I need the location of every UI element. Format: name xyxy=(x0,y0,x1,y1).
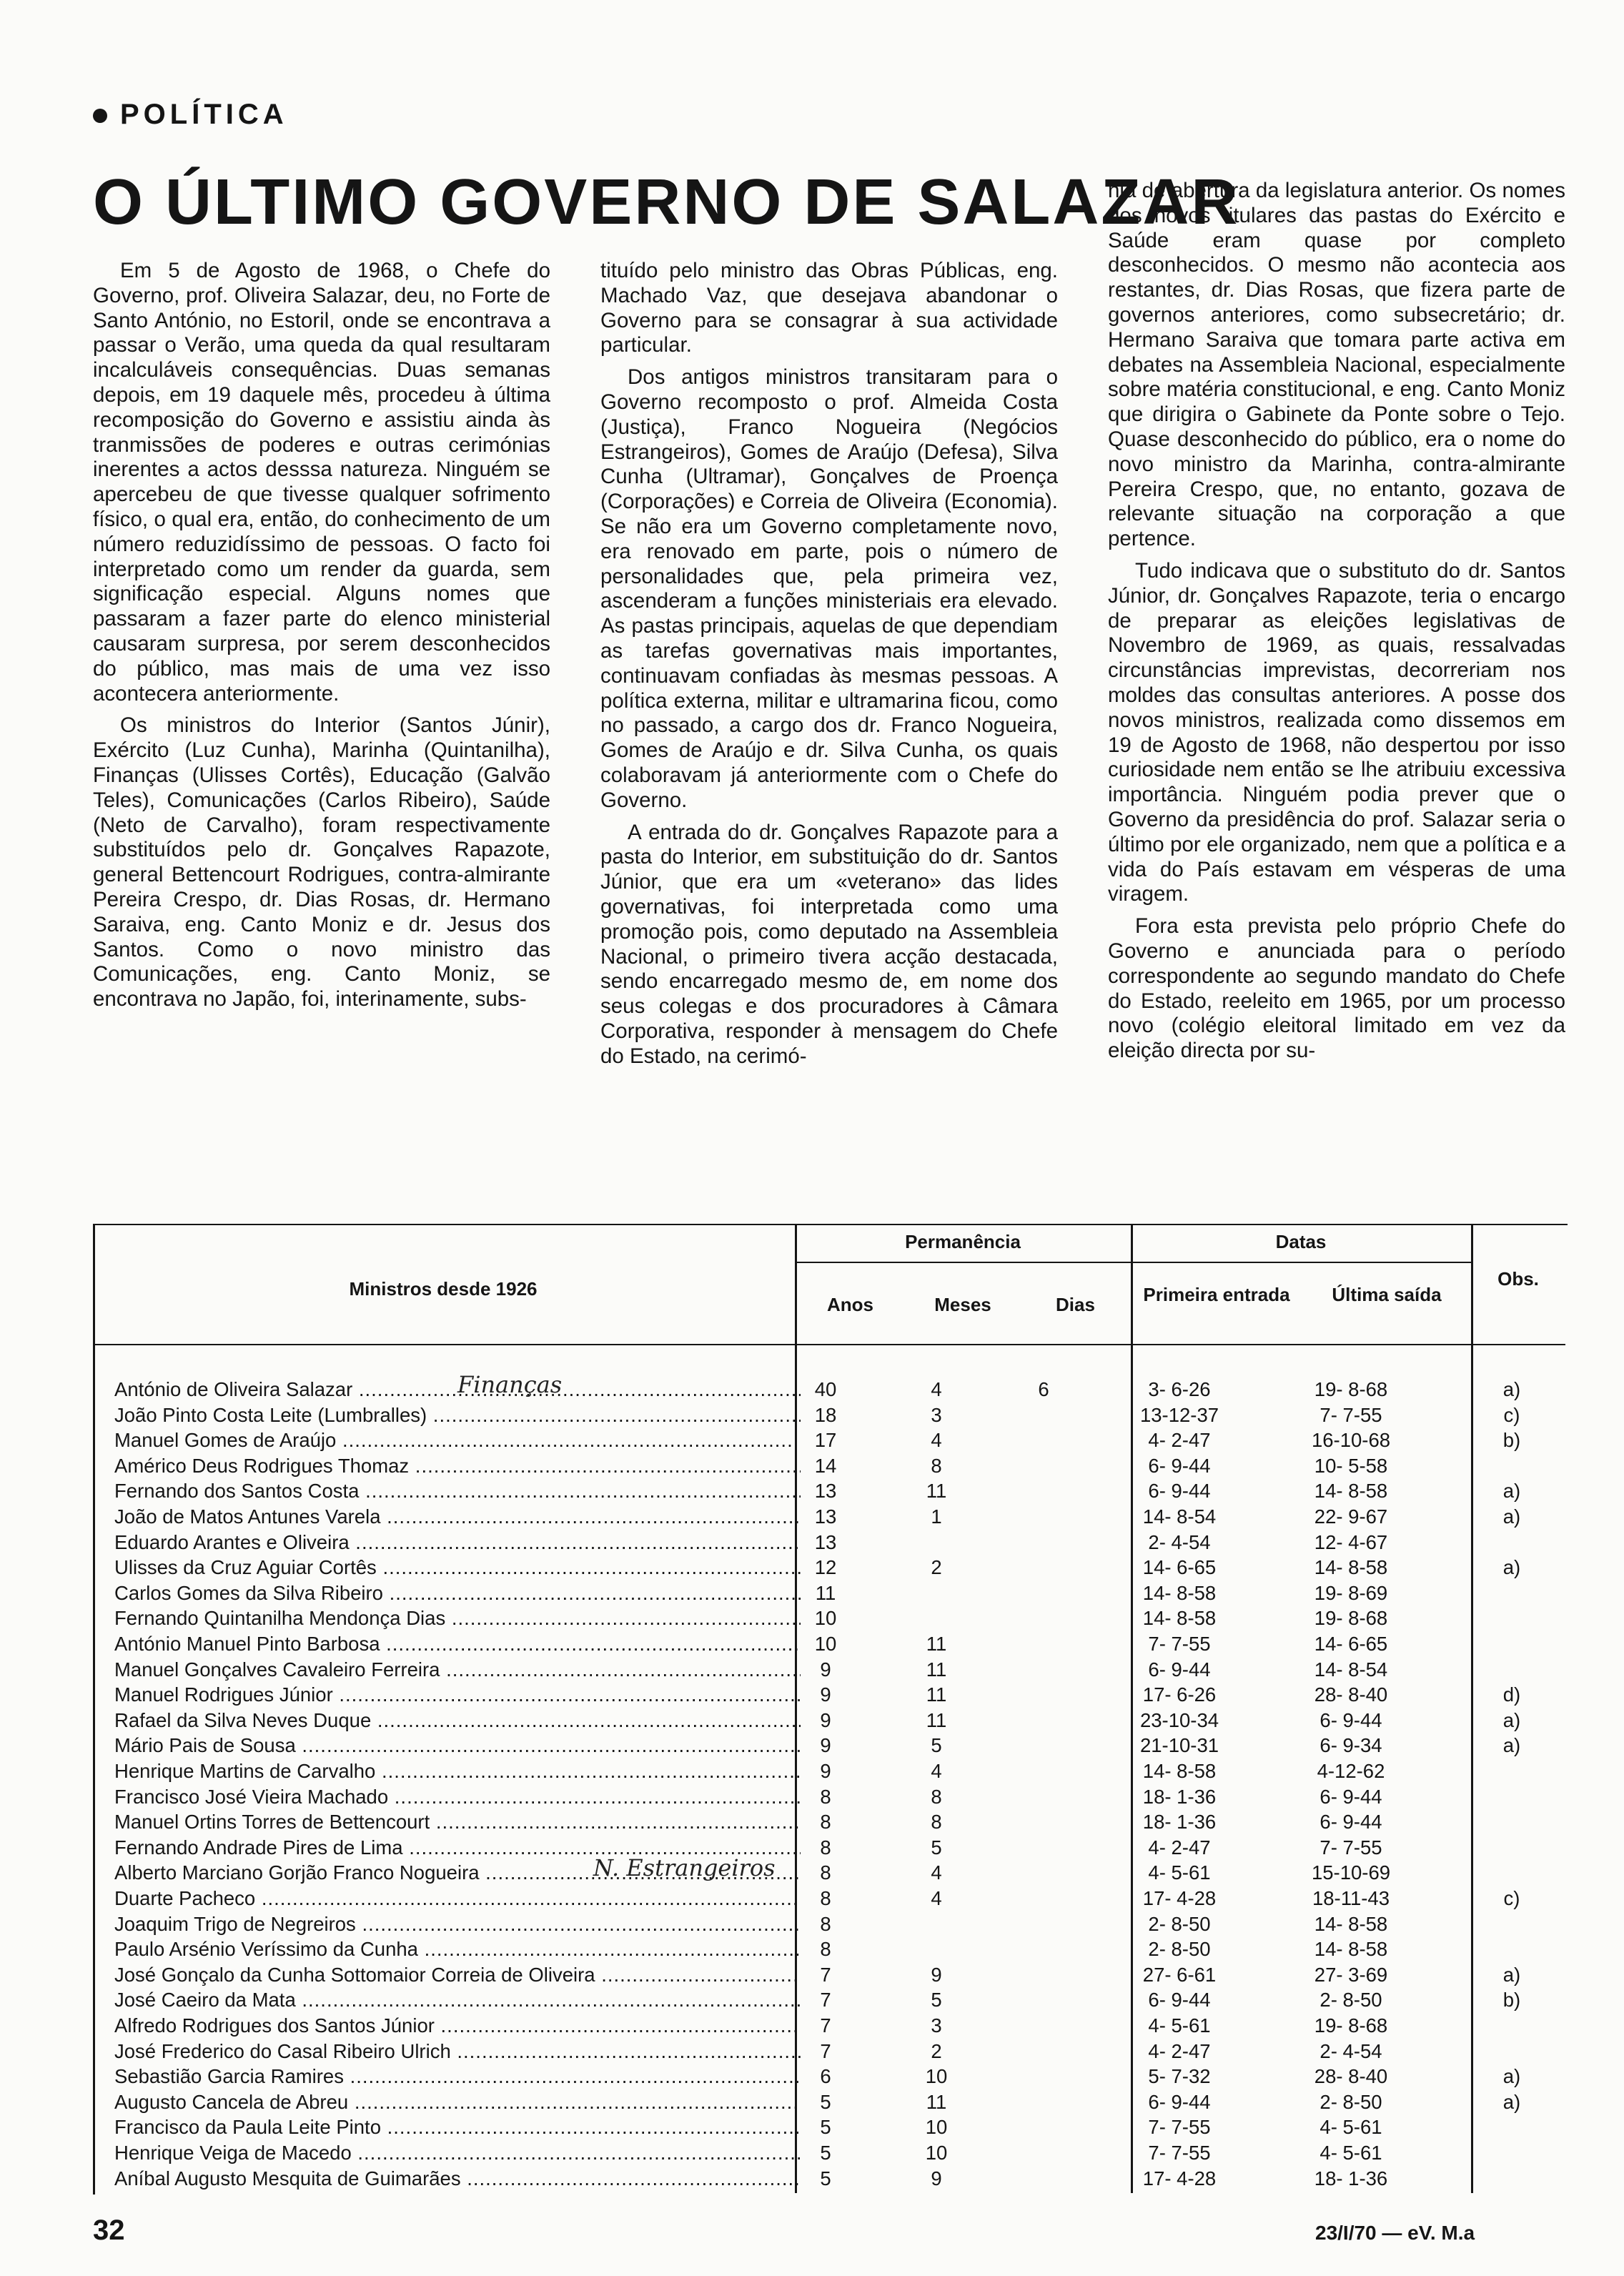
table-row xyxy=(93,1658,1565,1683)
cell-primeira: 13-12-37 xyxy=(1139,1403,1219,1426)
cell-obs: b) xyxy=(1502,1989,1521,2012)
table-row xyxy=(93,1887,1565,1912)
cell-name: Henrique Martins de Carvalho ..... xyxy=(114,1760,801,1783)
cell-anos: 9 xyxy=(820,1658,831,1681)
table-row xyxy=(93,1480,1565,1505)
cell-anos: 8 xyxy=(820,1938,831,1961)
table-row xyxy=(93,2116,1565,2141)
cell-anos: 5 xyxy=(820,2090,831,2113)
cell-meses: 11 xyxy=(926,1480,947,1503)
cell-name: João de Matos Antunes Varela ..... xyxy=(114,1505,801,1528)
cell-obs: a) xyxy=(1502,1708,1521,1731)
cell-meses: 11 xyxy=(926,2090,947,2113)
cell-meses: 2 xyxy=(931,2039,942,2062)
cell-meses: 2 xyxy=(931,1556,942,1579)
cell-ultima: 22- 9-67 xyxy=(1314,1505,1388,1528)
cell-name: Francisco José Vieira Machado ..... xyxy=(114,1786,801,1809)
header-ultima-saida: Última saída xyxy=(1332,1284,1442,1305)
cell-ultima: 4- 5-61 xyxy=(1320,2116,1382,2139)
table-row xyxy=(93,1371,1565,1403)
cell-ultima: 6- 9-44 xyxy=(1320,1811,1382,1834)
cell-name: Fernando Quintanilha Mendonça Dias ..... xyxy=(114,1607,801,1630)
cell-primeira: 14- 8-58 xyxy=(1142,1581,1217,1604)
cell-anos: 14 xyxy=(814,1454,837,1477)
cell-anos: 7 xyxy=(820,2014,831,2037)
cell-ultima: 4-12-62 xyxy=(1317,1760,1385,1782)
paragraph: tituído pelo ministro das Obras Públicas, eng. Machado Vaz, que desejava abandonar o Governo para se consagrar à sua actividade particular. xyxy=(600,259,1058,357)
table-divider xyxy=(795,1262,1471,1263)
cell-name: Sebastião Garcia Ramires ..... xyxy=(114,2065,801,2088)
cell-name: Augusto Cancela de Abreu ..... xyxy=(114,2091,801,2114)
cell-meses: 4 xyxy=(931,1887,942,1909)
cell-meses: 8 xyxy=(931,1785,942,1808)
cell-primeira: 6- 9-44 xyxy=(1148,1480,1211,1503)
cell-primeira: 18- 1-36 xyxy=(1142,1785,1217,1808)
cell-anos: 5 xyxy=(820,2116,831,2139)
header-ministros: Ministros desde 1926 xyxy=(349,1278,538,1300)
cell-obs: a) xyxy=(1502,1963,1521,1986)
cell-dias: 6 xyxy=(1038,1378,1049,1400)
handwritten-annotation: N. Estrangeiros xyxy=(593,1854,776,1882)
cell-primeira: 4- 2-47 xyxy=(1148,1429,1211,1452)
cell-anos: 5 xyxy=(820,2167,831,2190)
cell-name: José Frederico do Casal Ribeiro Ulrich ..... xyxy=(114,2040,801,2063)
cell-meses: 3 xyxy=(931,1403,942,1426)
cell-name: Francisco da Paula Leite Pinto ..... xyxy=(114,2116,801,2139)
cell-anos: 8 xyxy=(820,1861,831,1884)
cell-primeira: 17- 4-28 xyxy=(1142,1887,1217,1909)
cell-anos: 13 xyxy=(814,1480,837,1503)
header-anos: Anos xyxy=(827,1294,873,1315)
paragraph: Tudo indicava que o substituto do dr. Santos Júnior, dr. Gonçalves Rapazote, teria o encargo de preparar as eleições legislativas de Novembro de 1969, as quais, ressalvadas circunstâncias imprevistas, decorreriam nos moldes das consultas anteriores. A posse dos novos ministros, realizada como dissemos em 19 de Agosto de 1968, não despertou por isso curiosidade nem então se lhe atribuiu excessiva importância. Ninguém podia prever que o Governo da presidência do prof. Salazar seria o último por ele organizado, nem que a política e a vida do País estavam em vésperas de uma viragem. xyxy=(1108,558,1565,906)
cell-obs: a) xyxy=(1502,2090,1521,2113)
table-row xyxy=(93,2167,1565,2192)
header-obs: Obs. xyxy=(1497,1268,1539,1290)
table-row xyxy=(93,2142,1565,2167)
article-column-1 xyxy=(93,259,550,1019)
cell-name: Fernando dos Santos Costa ..... xyxy=(114,1480,801,1503)
table-row xyxy=(93,2065,1565,2090)
cell-anos: 8 xyxy=(820,1912,831,1935)
cell-primeira: 21-10-31 xyxy=(1139,1734,1219,1757)
cell-name: João Pinto Costa Leite (Lumbralles) ..... xyxy=(114,1404,801,1427)
cell-anos: 9 xyxy=(820,1760,831,1782)
cell-name: Duarte Pacheco ..... xyxy=(114,1887,801,1910)
cell-name: Mário Pais de Sousa ..... xyxy=(114,1734,801,1757)
cell-primeira: 27- 6-61 xyxy=(1142,1963,1217,1986)
cell-ultima: 14- 8-58 xyxy=(1314,1556,1388,1579)
paragraph: Em 5 de Agosto de 1968, o Chefe do Governo, prof. Oliveira Salazar, deu, no Forte de Santo António, no Estoril, onde se encontrava a passar o Verão, uma queda da qual resultaram incalculáveis consequências. Duas semanas depois, em 19 daquele mês, procedeu à última recomposição do Governo e assistiu ainda às tranmissões de poderes e outras cerimónias inerentes a actos desssa natureza. Ninguém se apercebeu de que tivesse qualquer sofrimento físico, o qual era, então, do conhecimento de um número reduzidíssimo de pessoas. O facto foi interpretado como um render da guarda, sem significação especial. Alguns nomes que passaram a fazer parte do elenco ministerial causaram surpresa, por serem desconhecidos do público, mas mais de uma vez isso acontecera anteriormente. xyxy=(93,259,550,706)
cell-obs: c) xyxy=(1503,1403,1520,1426)
table-row xyxy=(93,2091,1565,2116)
cell-name: Manuel Gomes de Araújo ..... xyxy=(114,1429,801,1452)
cell-meses: 5 xyxy=(931,1734,942,1757)
cell-obs: a) xyxy=(1502,1505,1521,1528)
cell-meses: 11 xyxy=(926,1633,947,1655)
table-row xyxy=(93,1404,1565,1429)
cell-anos: 7 xyxy=(820,2039,831,2062)
cell-ultima: 16-10-68 xyxy=(1311,1429,1391,1452)
handwritten-annotation: Finanças xyxy=(457,1371,563,1398)
cell-name: António de Oliveira Salazar ..... xyxy=(114,1378,801,1401)
table-row xyxy=(93,1938,1565,1963)
cell-meses: 4 xyxy=(931,1760,942,1782)
cell-meses: 11 xyxy=(926,1683,947,1706)
paragraph: Dos antigos ministros transitaram para o Governo recomposto o prof. Almeida Costa (Justiça), Franco Nogueira (Negócios Estrangeiros), Gomes de Araújo (Defesa), Silva Cunha (Ultramar), Gonçalves de Proença (Corporações) e Correia de Oliveira (Economia). Se não era um Governo completamente novo, era renovado em parte, pois o número de personalidades que, pela primeira vez, ascenderam a funções ministeriais era elevado. As pastas principais, aquelas de que dependiam as tarefas governativas mais importantes, continuavam confiadas às mesmas pessoas. A política externa, militar e ultramarina ficou, como no passado, a cargo dos dr. Franco Nogueira, Gomes de Araújo e dr. Silva Cunha, os quais colaboravam já anteriormente com o Chefe do Governo. xyxy=(600,365,1058,812)
cell-name: Carlos Gomes da Silva Ribeiro ..... xyxy=(114,1582,801,1605)
cell-meses: 4 xyxy=(931,1429,942,1452)
header-datas: Datas xyxy=(1275,1231,1327,1252)
cell-ultima: 18-11-43 xyxy=(1312,1887,1390,1909)
header-dias: Dias xyxy=(1056,1294,1095,1315)
cell-meses: 8 xyxy=(931,1811,942,1834)
table-row xyxy=(93,1854,1565,1886)
cell-ultima: 28- 8-40 xyxy=(1314,2065,1388,2088)
cell-meses: 3 xyxy=(931,2014,942,2037)
cell-meses: 11 xyxy=(926,1708,947,1731)
cell-ultima: 19- 8-68 xyxy=(1314,1378,1388,1400)
cell-primeira: 4- 2-47 xyxy=(1148,1836,1211,1859)
cell-name: Aníbal Augusto Mesquita de Guimarães ..... xyxy=(114,2167,801,2190)
cell-ultima: 18- 1-36 xyxy=(1314,2167,1388,2190)
cell-obs: a) xyxy=(1502,1556,1521,1579)
cell-obs: a) xyxy=(1502,1378,1521,1400)
table-row xyxy=(93,1582,1565,1607)
cell-primeira: 4- 5-61 xyxy=(1148,1861,1211,1884)
cell-name: Paulo Arsénio Veríssimo da Cunha ..... xyxy=(114,1938,801,1961)
cell-anos: 8 xyxy=(820,1836,831,1859)
table-row xyxy=(93,2014,1565,2039)
cell-name: Manuel Rodrigues Júnior ..... xyxy=(114,1683,801,1706)
table-row xyxy=(93,1531,1565,1556)
paragraph: nia de abertura da legislatura anterior. Os nomes dos novos titulares das pastas do Exército e Saúde eram quase por completo desconhecidos. O mesmo não acontecia aos restantes, dr. Dias Rosas, que fizera parte de governos anteriores, como subsecretário; dr. Hermano Saraiva que tomara parte activa em debates na Assembleia Nacional, especialmente sobre matéria constitucional, e eng. Canto Moniz que dirigira o Gabinete da Ponte sobre o Tejo. Quase desconhecido do público, era o nome do novo ministro da Marinha, contra-almirante Pereira Crespo, que, no entanto, gozava de relevante situação na corporação a que pertence. xyxy=(1108,179,1565,551)
article-title: O ÚLTIMO GOVERNO DE SALAZAR xyxy=(93,167,1240,238)
cell-ultima: 15-10-69 xyxy=(1311,1861,1391,1884)
cell-name: Manuel Ortins Torres de Bettencourt ..... xyxy=(114,1811,801,1834)
cell-primeira: 18- 1-36 xyxy=(1142,1811,1217,1834)
header-meses: Meses xyxy=(934,1294,991,1315)
cell-anos: 10 xyxy=(814,1607,837,1630)
cell-primeira: 3- 6-26 xyxy=(1148,1378,1211,1400)
cell-ultima: 2- 8-50 xyxy=(1320,1989,1382,2012)
cell-ultima: 14- 8-54 xyxy=(1314,1658,1388,1681)
paragraph: A entrada do dr. Gonçalves Rapazote para a pasta do Interior, em substituição do dr. Santos Júnior, que era um «veterano» das lides governativas, foi interpretada como uma promoção pois, como deputado na Assembleia Nacional, o primeiro tivera acção destacada, sendo encarregado mesmo de, em nome dos seus colegas e dos procuradores à Câmara Corporativa, responder à mensagem do Chefe do Estado, na cerimó- xyxy=(600,820,1058,1068)
cell-primeira: 14- 8-54 xyxy=(1142,1505,1217,1528)
table-row xyxy=(93,1683,1565,1708)
cell-anos: 10 xyxy=(814,1633,837,1655)
cell-obs: d) xyxy=(1502,1683,1521,1706)
cell-meses: 9 xyxy=(931,1963,942,1986)
cell-ultima: 28- 8-40 xyxy=(1314,1683,1388,1706)
table-row xyxy=(93,1964,1565,1989)
cell-ultima: 14- 8-58 xyxy=(1314,1938,1388,1961)
table-row xyxy=(93,1811,1565,1836)
cell-meses: 10 xyxy=(925,2142,948,2164)
table-row xyxy=(93,1607,1565,1632)
article-column-2 xyxy=(600,259,1058,1077)
bullet-icon xyxy=(93,109,107,123)
cell-anos: 9 xyxy=(820,1683,831,1706)
cell-anos: 5 xyxy=(820,2142,831,2164)
cell-primeira: 2- 8-50 xyxy=(1148,1938,1211,1961)
cell-anos: 40 xyxy=(814,1378,837,1400)
table-row xyxy=(93,1633,1565,1658)
cell-anos: 6 xyxy=(820,2065,831,2088)
cell-name: Américo Deus Rodrigues Thomaz ..... xyxy=(114,1455,801,1478)
cell-anos: 8 xyxy=(820,1887,831,1909)
cell-anos: 9 xyxy=(820,1708,831,1731)
page-number: 32 xyxy=(93,2215,125,2246)
cell-name: Henrique Veiga de Macedo ..... xyxy=(114,2142,801,2164)
cell-primeira: 17- 6-26 xyxy=(1142,1683,1217,1706)
cell-primeira: 14- 8-58 xyxy=(1142,1760,1217,1782)
cell-primeira: 23-10-34 xyxy=(1139,1708,1219,1731)
article-column-3 xyxy=(1108,179,1565,1071)
cell-obs: a) xyxy=(1502,2065,1521,2088)
cell-primeira: 14- 6-65 xyxy=(1142,1556,1217,1579)
cell-ultima: 14- 6-65 xyxy=(1314,1633,1388,1655)
cell-meses: 10 xyxy=(925,2116,948,2139)
cell-meses: 9 xyxy=(931,2167,942,2190)
cell-ultima: 2- 8-50 xyxy=(1320,2090,1382,2113)
cell-primeira: 6- 9-44 xyxy=(1148,1658,1211,1681)
cell-ultima: 6- 9-34 xyxy=(1320,1734,1382,1757)
table-row xyxy=(93,1734,1565,1759)
cell-anos: 7 xyxy=(820,1963,831,1986)
cell-meses: 5 xyxy=(931,1989,942,2012)
cell-name: Rafael da Silva Neves Duque ..... xyxy=(114,1709,801,1732)
cell-ultima: 4- 5-61 xyxy=(1320,2142,1382,2164)
paragraph: Os ministros do Interior (Santos Júnir), Exército (Luz Cunha), Marinha (Quintanilha), Finanças (Ulisses Cortês), Educação (Galvão Teles), Comunicações (Carlos Ribeiro), Saúde (Neto de Carvalho), foram respectivamente substituídos pelo dr. Gonçalves Rapazote, general Bettencourt Rodrigues, contra-almirante Pereira Crespo, dr. Dias Rosas, dr. Hermano Saraiva, eng. Canto Moniz e dr. Jesus dos Santos. Como o novo ministro das Comunicações, eng. Canto Moniz, se encontrava no Japão, foi, interinamente, subs- xyxy=(93,713,550,1011)
cell-name: Joaquim Trigo de Negreiros ..... xyxy=(114,1913,801,1936)
table-row xyxy=(93,1455,1565,1480)
cell-ultima: 7- 7-55 xyxy=(1320,1836,1382,1859)
table-divider xyxy=(93,1344,1565,1345)
table-row xyxy=(93,1836,1565,1861)
cell-primeira: 6- 9-44 xyxy=(1148,1454,1211,1477)
cell-meses: 4 xyxy=(931,1861,942,1884)
cell-ultima: 6- 9-44 xyxy=(1320,1708,1382,1731)
cell-ultima: 27- 3-69 xyxy=(1314,1963,1388,1986)
table-row xyxy=(93,1760,1565,1785)
cell-anos: 9 xyxy=(820,1734,831,1757)
table-row xyxy=(93,1709,1565,1734)
cell-anos: 18 xyxy=(814,1403,837,1426)
cell-primeira: 7- 7-55 xyxy=(1148,2116,1211,2139)
cell-name: Eduardo Arantes e Oliveira ..... xyxy=(114,1531,801,1554)
cell-anos: 13 xyxy=(814,1505,837,1528)
cell-primeira: 17- 4-28 xyxy=(1142,2167,1217,2190)
cell-name: Fernando Andrade Pires de Lima ..... xyxy=(114,1836,801,1859)
footer-issue-date: 23/I/70 — eV. M.a xyxy=(1315,2222,1475,2244)
cell-anos: 7 xyxy=(820,1989,831,2012)
cell-ultima: 2- 4-54 xyxy=(1320,2039,1382,2062)
cell-anos: 8 xyxy=(820,1811,831,1834)
cell-name: José Gonçalo da Cunha Sottomaior Correia de Oliveira ..... xyxy=(114,1964,801,1986)
cell-meses: 1 xyxy=(931,1505,942,1528)
cell-name: Alberto Marciano Gorjão Franco Nogueira ..... xyxy=(114,1861,801,1884)
cell-ultima: 19- 8-68 xyxy=(1314,2014,1388,2037)
cell-primeira: 14- 8-58 xyxy=(1142,1607,1217,1630)
cell-ultima: 14- 8-58 xyxy=(1314,1912,1388,1935)
cell-name: António Manuel Pinto Barbosa ..... xyxy=(114,1633,801,1656)
cell-meses: 5 xyxy=(931,1836,942,1859)
cell-ultima: 6- 9-44 xyxy=(1320,1785,1382,1808)
cell-obs: a) xyxy=(1502,1734,1521,1757)
cell-name: Alfredo Rodrigues dos Santos Júnior ..... xyxy=(114,2014,801,2037)
header-permanencia: Permanência xyxy=(905,1231,1021,1252)
table-row xyxy=(93,1556,1565,1581)
table-row xyxy=(93,1505,1565,1530)
cell-name: José Caeiro da Mata ..... xyxy=(114,1989,801,2012)
cell-ultima: 19- 8-69 xyxy=(1314,1581,1388,1604)
cell-ultima: 10- 5-58 xyxy=(1314,1454,1388,1477)
cell-primeira: 6- 9-44 xyxy=(1148,2090,1211,2113)
table-row xyxy=(93,1786,1565,1811)
cell-primeira: 7- 7-55 xyxy=(1148,2142,1211,2164)
table-row xyxy=(93,1989,1565,2014)
cell-ultima: 14- 8-58 xyxy=(1314,1480,1388,1503)
cell-anos: 12 xyxy=(814,1556,837,1579)
cell-meses: 10 xyxy=(925,2065,948,2088)
cell-anos: 11 xyxy=(815,1581,836,1604)
cell-ultima: 7- 7-55 xyxy=(1320,1403,1382,1426)
cell-meses: 11 xyxy=(926,1658,947,1681)
cell-primeira: 2- 8-50 xyxy=(1148,1912,1211,1935)
cell-ultima: 12- 4-67 xyxy=(1314,1530,1388,1553)
cell-primeira: 6- 9-44 xyxy=(1148,1989,1211,2012)
section-label: POLÍTICA xyxy=(93,99,288,131)
cell-obs: b) xyxy=(1502,1429,1521,1452)
cell-primeira: 5- 7-32 xyxy=(1148,2065,1211,2088)
cell-primeira: 4- 5-61 xyxy=(1148,2014,1211,2037)
table-row xyxy=(93,1429,1565,1454)
header-primeira-entrada: Primeira entrada xyxy=(1143,1284,1290,1305)
cell-obs: c) xyxy=(1503,1887,1520,1909)
cell-primeira: 7- 7-55 xyxy=(1148,1633,1211,1655)
cell-meses: 8 xyxy=(931,1454,942,1477)
table-row xyxy=(93,2040,1565,2065)
cell-primeira: 2- 4-54 xyxy=(1148,1530,1211,1553)
cell-ultima: 19- 8-68 xyxy=(1314,1607,1388,1630)
cell-name: Ulisses da Cruz Aguiar Cortês ..... xyxy=(114,1556,801,1579)
paragraph: Fora esta prevista pelo próprio Chefe do Governo e anunciada para o período correspondente ao segundo mandato do Chefe do Estado, reeleito em 1965, por um processo novo (colégio eleitoral limitado em vez da eleição directa por su- xyxy=(1108,914,1565,1063)
table-row xyxy=(93,1913,1565,1938)
cell-obs: a) xyxy=(1502,1480,1521,1503)
cell-primeira: 4- 2-47 xyxy=(1148,2039,1211,2062)
cell-meses: 4 xyxy=(931,1378,942,1400)
cell-anos: 8 xyxy=(820,1785,831,1808)
cell-anos: 13 xyxy=(814,1530,837,1553)
cell-anos: 17 xyxy=(814,1429,837,1452)
cell-name: Manuel Gonçalves Cavaleiro Ferreira ..... xyxy=(114,1658,801,1681)
